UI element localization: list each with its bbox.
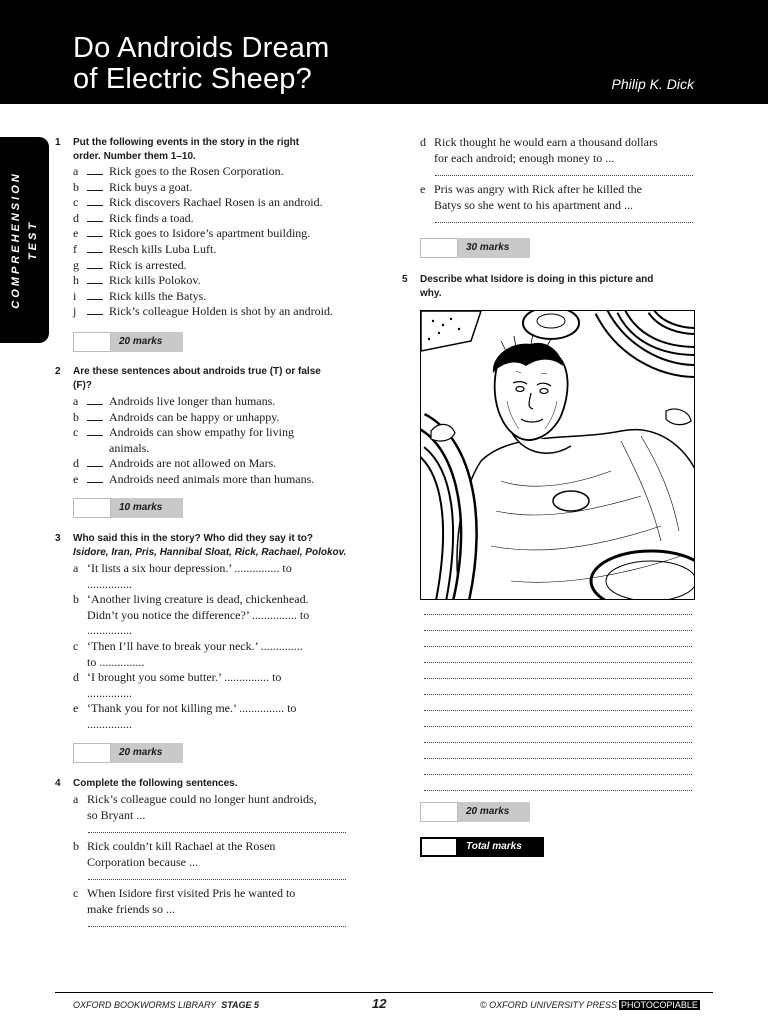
answer-line[interactable] xyxy=(435,222,693,223)
answer-blank[interactable] xyxy=(87,304,103,315)
question-4-item-a: a Rick’s colleague could no longer hunt androids, so Bryant ... xyxy=(73,792,317,822)
question-4-line-1: Complete the following sentences. xyxy=(73,778,238,789)
question-number: 2 xyxy=(55,366,61,377)
author-name: Philip K. Dick xyxy=(611,76,694,92)
answer-line[interactable] xyxy=(424,630,692,631)
question-4-item-d: d Rick thought he would earn a thousand dollars for each android; enough money to ... xyxy=(420,135,658,165)
answer-blank[interactable] xyxy=(87,289,103,300)
answer-blank[interactable] xyxy=(87,472,103,483)
footer-publisher: © OXFORD UNIVERSITY PRESS PHOTOCOPIABLE xyxy=(480,1000,698,1010)
list-item-continuation: animals. xyxy=(109,440,150,455)
list-item: i Rick kills the Batys. xyxy=(73,288,207,303)
book-title xyxy=(73,33,329,95)
marks-entry-box[interactable] xyxy=(420,238,458,258)
answer-line[interactable] xyxy=(424,694,692,695)
list-item: b Androids can be happy or unhappy. xyxy=(73,409,280,424)
side-tab-line-1: COMPREHENSION xyxy=(9,171,22,309)
answer-line[interactable] xyxy=(424,758,692,759)
answer-blank[interactable] xyxy=(87,273,103,284)
answer-line[interactable] xyxy=(424,678,692,679)
answer-line[interactable] xyxy=(424,710,692,711)
question-1-line-1: Put the following events in the story in the right xyxy=(73,137,300,148)
list-item: b ‘Another living creature is dead, chickenhead. xyxy=(73,592,309,607)
list-item: c Rick discovers Rachael Rosen is an android. xyxy=(73,195,323,210)
total-marks-label: Total marks xyxy=(458,837,544,857)
answer-line[interactable] xyxy=(424,614,692,615)
answer-blank[interactable] xyxy=(87,394,103,405)
list-item: j Rick’s colleague Holden is shot by an android. xyxy=(73,304,333,319)
list-item: f Resch kills Luba Luft. xyxy=(73,241,217,256)
list-item: e ‘Thank you for not killing me.’ ............... to xyxy=(73,701,297,716)
answer-line[interactable] xyxy=(424,790,692,791)
answer-line[interactable] xyxy=(424,774,692,775)
question-5-marks xyxy=(420,802,530,822)
title-line-1: Do Androids Dream xyxy=(73,32,330,64)
isidore-illustration xyxy=(420,310,695,600)
total-marks xyxy=(420,837,544,857)
footer-stage: STAGE 5 xyxy=(221,1000,260,1010)
list-item: d Androids are not allowed on Mars. xyxy=(73,456,277,471)
title-line-2: of Electric Sheep? xyxy=(73,63,312,95)
list-item: d Rick finds a toad. xyxy=(73,210,194,225)
list-item: a ‘It lists a six hour depression.’ ............... to xyxy=(73,561,292,575)
answer-blank[interactable] xyxy=(87,425,103,436)
list-item: d ‘I brought you some butter.’ ............... to xyxy=(73,670,282,685)
answer-line[interactable] xyxy=(88,832,346,833)
question-2-line-2: (F)? xyxy=(73,380,92,391)
marks-entry-box[interactable] xyxy=(73,332,111,352)
answer-line[interactable] xyxy=(435,175,693,176)
answer-line[interactable] xyxy=(88,926,346,927)
answer-line[interactable] xyxy=(424,742,692,743)
answer-blank[interactable] xyxy=(87,195,103,206)
answer-line[interactable] xyxy=(424,726,692,727)
question-5-line-1: Describe what Isidore is doing in this picture and xyxy=(420,274,654,285)
answer-line[interactable] xyxy=(424,662,692,663)
question-3-line-1: Who said this in the story? Who did they say it to? xyxy=(73,533,314,544)
list-item: g Rick is arrested. xyxy=(73,257,187,272)
page-number: 12 xyxy=(372,996,387,1011)
question-4-marks xyxy=(420,238,530,258)
question-2-prompt xyxy=(55,365,355,395)
page-header xyxy=(0,0,768,104)
answer-blank[interactable] xyxy=(87,211,103,222)
marks-label: 20 marks xyxy=(111,332,183,352)
list-item: e Androids need animals more than humans. xyxy=(73,471,315,486)
marks-entry-box[interactable] xyxy=(73,743,111,763)
answer-line[interactable] xyxy=(424,646,692,647)
answer-blank[interactable] xyxy=(87,456,103,467)
marks-label: 20 marks xyxy=(458,802,530,822)
question-number: 3 xyxy=(55,533,61,544)
question-1-line-2: order. Number them 1–10. xyxy=(73,151,196,162)
answer-blank[interactable] xyxy=(87,164,103,175)
question-4-item-c: c When Isidore first visited Pris he wanted to make friends so ... xyxy=(73,886,296,916)
total-marks-entry-box[interactable] xyxy=(420,837,458,857)
question-2-marks xyxy=(73,498,183,518)
question-1-prompt xyxy=(55,136,355,166)
answer-blank[interactable] xyxy=(87,258,103,269)
question-1-marks xyxy=(73,332,183,352)
footer-divider xyxy=(55,992,713,993)
list-item: c ‘Then I’ll have to break your neck.’ .............. xyxy=(73,638,303,653)
marks-entry-box[interactable] xyxy=(73,498,111,518)
question-number: 5 xyxy=(402,274,408,285)
question-3-names: Isidore, Iran, Pris, Hannibal Sloat, Rick, Rachael, Polokov. xyxy=(73,547,347,558)
marks-label: 20 marks xyxy=(111,743,183,763)
answer-blank[interactable] xyxy=(87,226,103,237)
list-item: e Rick goes to Isidore’s apartment building. xyxy=(73,226,311,241)
question-3-items: a ‘It lists a six hour depression.’ ............... to ............... b ‘Another living creature is dead, chickenhead. Didn’t you notice the difference?’ ............... to ............... c ‘Then I’ll have to break your neck.’ .............. to ............... d ‘I brought you some butter.’ ............... to ............... e ‘Thank you for not killing me.’ ............... to ............... xyxy=(73,561,363,733)
question-3-marks xyxy=(73,743,183,763)
marks-label: 10 marks xyxy=(111,498,183,518)
list-item: c Androids can show empathy for living xyxy=(73,425,294,440)
question-5-prompt xyxy=(402,273,697,303)
question-3-prompt xyxy=(55,532,355,562)
list-item: b Rick buys a goat. xyxy=(73,179,193,194)
question-number: 1 xyxy=(55,137,61,148)
side-tab-line-2: TEST xyxy=(26,219,39,261)
question-4-item-e: e Pris was angry with Rick after he killed the Batys so she went to his apartment and ... xyxy=(420,182,642,212)
answer-blank[interactable] xyxy=(87,180,103,191)
list-item: h Rick kills Polokov. xyxy=(73,273,201,288)
question-5-line-2: why. xyxy=(420,288,442,299)
list-item: a Androids live longer than humans. xyxy=(73,394,276,408)
marks-entry-box[interactable] xyxy=(420,802,458,822)
question-1-items xyxy=(73,164,363,320)
photocopiable-badge: PHOTOCOPIABLE xyxy=(621,1000,698,1010)
question-4-prompt xyxy=(55,777,355,793)
answer-line[interactable] xyxy=(88,879,346,880)
marks-label: 30 marks xyxy=(458,238,530,258)
question-2-items xyxy=(73,394,363,488)
comprehension-test-tab xyxy=(0,137,49,343)
illustration-drawing xyxy=(421,311,695,600)
footer-series: OXFORD BOOKWORMS LIBRARY STAGE 5 xyxy=(73,1000,260,1010)
question-number: 4 xyxy=(55,778,61,789)
list-item: a Rick goes to the Rosen Corporation. xyxy=(73,164,284,178)
question-2-line-1: Are these sentences about androids true (T) or false xyxy=(73,366,321,377)
answer-blank[interactable] xyxy=(87,410,103,421)
answer-blank[interactable] xyxy=(87,242,103,253)
question-4-item-b: b Rick couldn’t kill Rachael at the Rosen Corporation because ... xyxy=(73,839,276,869)
